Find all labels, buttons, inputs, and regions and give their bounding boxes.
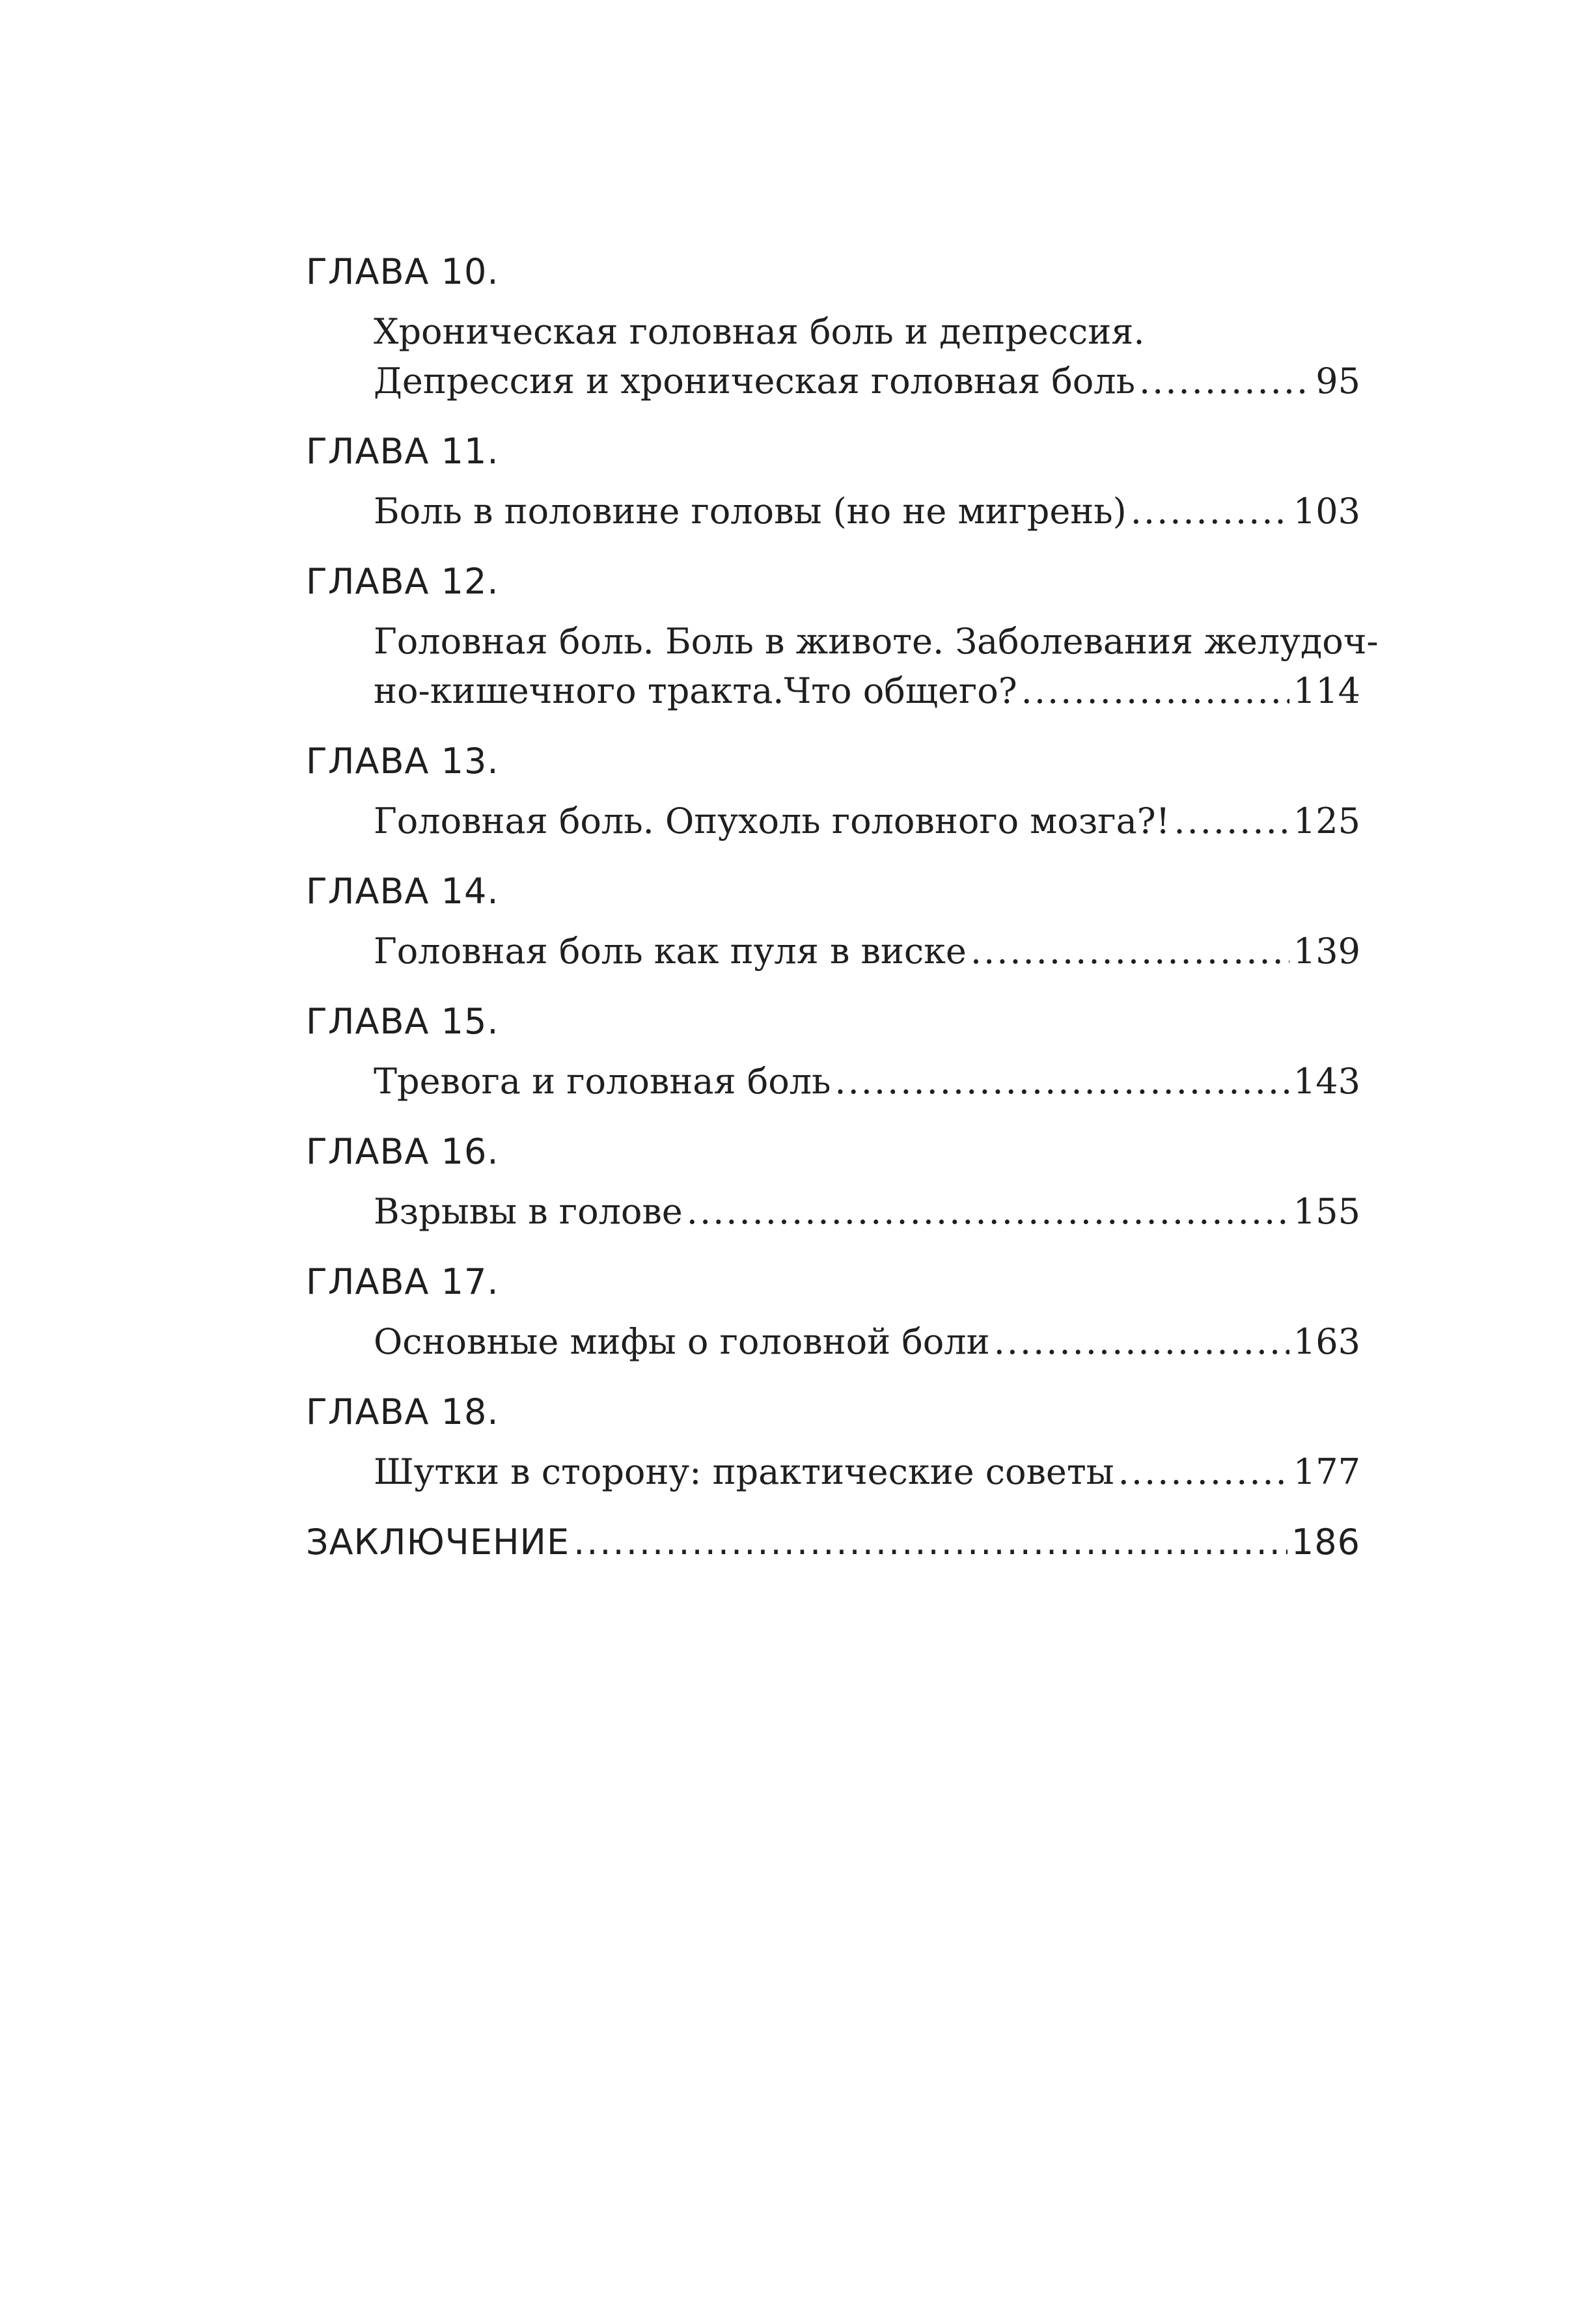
entry-last-line [374, 797, 1360, 846]
entry-title: Тревога и головная боль [374, 1061, 831, 1102]
entry-title: Головная боль как пуля в виске [374, 931, 967, 972]
page-number: 125 [1293, 800, 1360, 841]
entry-title: Боль в половине головы (но не мигрень) [374, 491, 1127, 532]
entry-last-line [374, 487, 1360, 536]
page-number: 114 [1293, 670, 1360, 711]
toc-chapter-11 [306, 427, 1360, 536]
page-number: 155 [1293, 1191, 1360, 1232]
chapter-heading: ГЛАВА 11. [306, 431, 499, 472]
chapter-entry [374, 1187, 1360, 1237]
chapter-entry [374, 487, 1360, 536]
chapter-entry [374, 1317, 1360, 1367]
entry-last-line [374, 1447, 1360, 1497]
entry-title: но-кишечного тракта.Что общего? [374, 670, 1017, 711]
entry-last-line [374, 357, 1360, 406]
chapter-entry [374, 1447, 1360, 1497]
entry-line: Головная боль. Боль в животе. Заболевания желудоч- [374, 621, 1379, 662]
page-number: 139 [1293, 931, 1360, 972]
dot-leader [994, 1317, 1289, 1367]
entry-title: Основные мифы о головной боли [374, 1321, 990, 1362]
chapter-heading: ГЛАВА 13. [306, 741, 499, 782]
page-number: 143 [1293, 1061, 1360, 1102]
chapter-heading: ГЛАВА 14. [306, 871, 499, 912]
chapter-entry [374, 307, 1360, 406]
chapter-entry [374, 927, 1360, 976]
toc-chapter-18 [306, 1388, 1360, 1497]
chapter-heading: ГЛАВА 18. [306, 1391, 499, 1432]
entry-title: Головная боль. Опухоль головного мозга?! [374, 800, 1170, 841]
chapter-heading: ГЛАВА 10. [306, 251, 499, 292]
chapter-heading: ГЛАВА 15. [306, 1001, 499, 1042]
toc-chapter-16 [306, 1127, 1360, 1237]
entry-last-line [374, 1187, 1360, 1237]
dot-leader [1139, 357, 1312, 406]
table-of-contents [306, 247, 1379, 1567]
dot-leader [687, 1187, 1289, 1237]
chapter-heading: ГЛАВА 12. [306, 561, 499, 602]
chapter-heading: ГЛАВА 17. [306, 1261, 499, 1302]
conclusion-label: ЗАКЛЮЧЕНИЕ [306, 1522, 570, 1563]
page-number: 103 [1293, 491, 1360, 532]
page-number: 177 [1293, 1451, 1360, 1492]
page-number: 186 [1291, 1522, 1360, 1563]
entry-last-line [374, 1057, 1360, 1106]
toc-chapter-12 [306, 557, 1379, 716]
dot-leader [970, 927, 1289, 976]
toc-chapter-13 [306, 737, 1360, 846]
dot-leader [1021, 666, 1289, 716]
entry-title: Шутки в сторону: практические советы [374, 1451, 1114, 1492]
toc-chapter-14 [306, 867, 1360, 976]
dot-leader [1174, 797, 1289, 846]
toc-conclusion [306, 1518, 1360, 1567]
chapter-heading: ГЛАВА 16. [306, 1131, 499, 1172]
chapter-entry [374, 797, 1360, 846]
dot-leader [834, 1057, 1289, 1106]
page-number: 163 [1293, 1321, 1360, 1362]
entry-last-line [374, 927, 1360, 976]
toc-chapter-17 [306, 1257, 1360, 1367]
chapter-entry [374, 617, 1379, 716]
entry-last-line [374, 666, 1360, 716]
dot-leader [1118, 1447, 1289, 1497]
chapter-entry [374, 1057, 1360, 1106]
dot-leader [573, 1518, 1287, 1567]
entry-title: Депрессия и хроническая головная боль [374, 361, 1135, 402]
entry-line: Хроническая головная боль и депрессия. [374, 311, 1145, 352]
entry-last-line [374, 1317, 1360, 1367]
entry-title: Взрывы в голове [374, 1191, 683, 1232]
dot-leader [1131, 487, 1289, 536]
toc-chapter-15 [306, 997, 1360, 1106]
page-number: 95 [1315, 361, 1360, 402]
toc-chapter-10 [306, 247, 1360, 406]
